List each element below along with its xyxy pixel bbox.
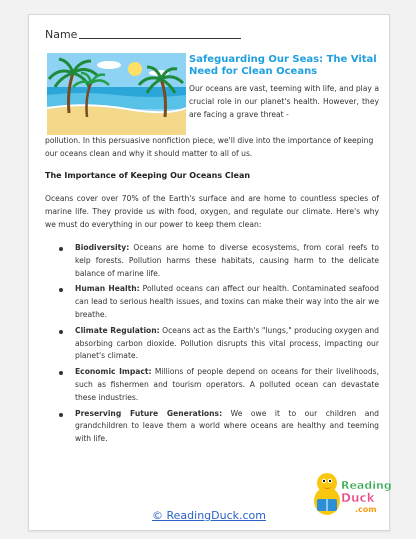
beach-illustration [47,53,186,135]
list-item-term: Biodiversity: [75,243,130,252]
list-item [45,366,379,404]
intro-text-full: pollution. In this persuasive nonfiction piece, we'll dive into the importance of keeping our oceans clean and why it should matter to all of us. [45,136,374,158]
name-label: Name [45,28,78,41]
list-item [45,325,379,363]
list-item-term: Human Health: [75,284,140,294]
logo-text-duck: Duck [341,491,375,505]
list-item-term: Preserving Future Generations: [75,408,223,418]
bullet-icon [59,413,63,417]
footer-link[interactable]: © ReadingDuck.com [152,509,266,522]
list-item-text: Polluted oceans can affect our health. Contaminated seafood can lead to serious health issues, and toxins can make their way into the air we breathe. [75,284,380,319]
list-item-text: Millions of people depend on oceans for their livelihoods, such as fishermen and tourism operators. A polluted ocean can devastate these industries. [75,367,380,402]
bullet-icon [59,330,63,334]
bullet-icon [59,247,63,251]
logo-text-reading: Reading [341,479,392,492]
list-item [45,408,379,446]
body-paragraph: Oceans cover over 70% of the Earth's surface and are home to countless species of marine life. They provide us with food, oxygen, and regulate our climate. Here's why we must do everything in our power to keep them clean: [45,194,379,229]
list-item-text: We owe it to our children and grandchildren to leave them a world where oceans are healthy and teeming with life. [75,408,379,444]
bullet-icon [59,288,63,292]
list-item-term: Climate Regulation: [75,325,160,335]
list-item [45,283,379,321]
list-item-text: Oceans are home to diverse ecosystems, from coral reefs to kelp forests. Pollution harms these habitats, causing harm to the delicate balance of marine life. [75,243,379,278]
section-heading: The Importance of Keeping Our Oceans Clean [45,171,251,180]
logo-text-com: .com [355,505,377,514]
worksheet-page [28,14,390,531]
name-line [79,38,241,39]
list-item-term: Economic Impact: [75,367,152,377]
list-item-text: Oceans act as the Earth's "lungs," producing oxygen and absorbing carbon dioxide. Pollution disrupts this vital process, impacting our planet's climate. [75,325,379,361]
bullet-icon [59,371,63,375]
reasons-list [45,242,379,449]
list-item [45,242,379,280]
intro-text-side: Our oceans are vast, teeming with life, and play a crucial role in our planet's health. However, they are facing a grave threat - [189,84,379,119]
worksheet-title: Safeguarding Our Seas: The Vital Need for Clean Oceans [189,54,377,77]
